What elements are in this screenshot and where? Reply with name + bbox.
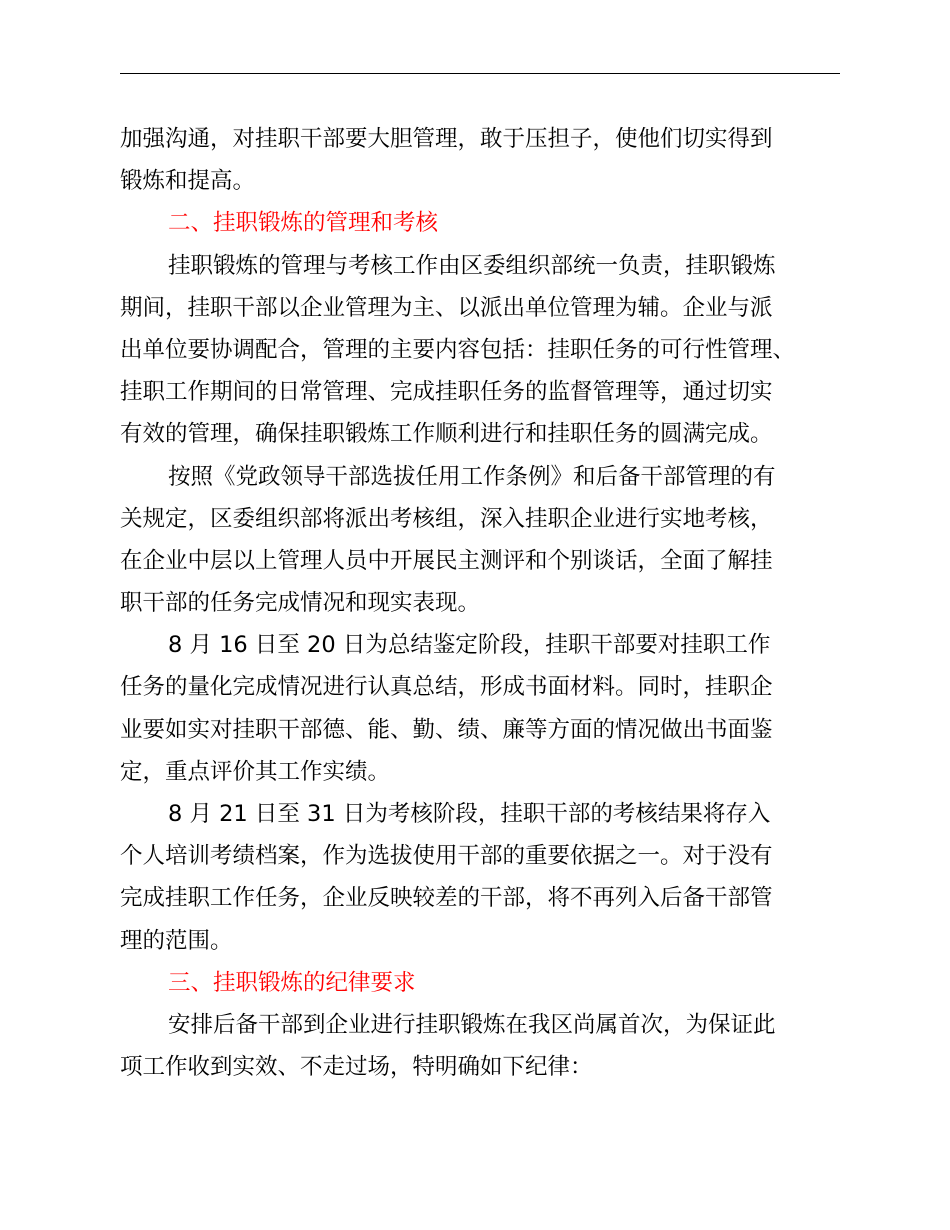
text-line: 锻炼和提高。 [120,168,256,195]
document-body [120,118,842,1088]
text-line: 8 月 21 日至 31 日为考核阶段，挂职干部的考核结果将存入 [168,801,771,827]
text-line: 定，重点评价其工作实绩。 [120,758,391,785]
text-line: 出单位要协调配合，管理的主要内容包括：挂职任务的可行性管理、 [120,336,796,363]
text-line: 关规定，区委组织部将派出考核组，深入挂职企业进行实地考核， [120,505,773,532]
text-line: 挂职锻炼的管理与考核工作由区委组织部统一负责，挂职锻炼 [168,252,776,279]
text-line: 加强沟通，对挂职干部要大胆管理，敢于压担子，使他们切实得到 [120,126,773,152]
text-line: 任务的量化完成情况进行认真总结，形成书面材料。同时，挂职企 [120,674,773,701]
section-heading: 三、挂职锻炼的纪律要求 [168,969,416,996]
text-line: 在企业中层以上管理人员中开展民主测评和个别谈话，全面了解挂 [120,547,773,574]
text-line: 按照《党政领导干部选拔任用工作条例》和后备干部管理的有 [168,463,776,490]
text-line: 个人培训考绩档案，作为选拔使用干部的重要依据之一。对于没有 [120,843,773,870]
text-line: 期间，挂职干部以企业管理为主、以派出单位管理为辅。企业与派 [120,294,773,321]
text-line: 挂职工作期间的日常管理、完成挂职任务的监督管理等，通过切实 [120,379,773,406]
text-line: 8 月 16 日至 20 日为总结鉴定阶段，挂职干部要对挂职工作 [168,632,771,659]
text-line: 完成挂职工作任务，企业反映较差的干部，将不再列入后备干部管 [120,885,773,912]
text-line: 职干部的任务完成情况和现实表现。 [120,590,481,617]
text-line: 有效的管理，确保挂职锻炼工作顺利进行和挂职任务的圆满完成。 [120,421,773,448]
text-line: 理的范围。 [120,927,233,954]
text-line: 项工作收到实效、不走过场，特明确如下纪律： [120,1054,593,1081]
text-line: 安排后备干部到企业进行挂职锻炼在我区尚属首次，为保证此 [168,1011,776,1038]
text-line: 业要如实对挂职干部德、能、勤、绩、廉等方面的情况做出书面鉴 [120,716,773,743]
section-heading: 二、挂职锻炼的管理和考核 [168,210,439,237]
header-rule [120,73,840,74]
